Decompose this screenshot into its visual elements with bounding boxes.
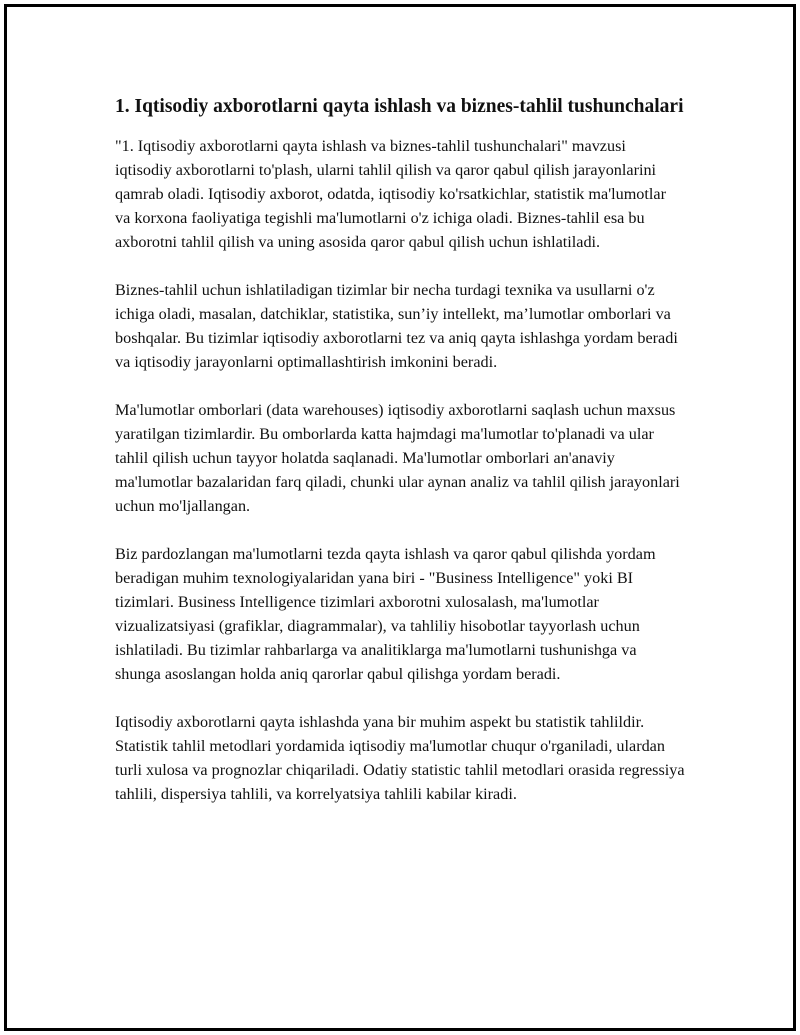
paragraph-4: Biz pardozlangan ma'lumotlarni tezda qayta ishlash va qaror qabul qilishda yordam beradigan muhim texnologiyalaridan yana biri - "Business Intelligence" yoki BI tizimlari. Business Intelligence tizimlari axborotni xulosalash, ma'lumotlar vizualizatsiyasi (grafiklar, diagrammalar), va tahliliy hisobotlar tayyorlash uchun ishlatiladi. Bu tizimlar rahbarlarga va analitiklarga ma'lumotlarni tushunishga va shunga asoslangan holda aniq qarorlar qabul qilishga yordam beradi. — [115, 545, 656, 683]
paragraph-1: "1. Iqtisodiy axborotlarni qayta ishlash va biznes-tahlil tushunchalari" mavzusi iqtisodiy axborotlarni to'plash, ularni tahlil qilish va qaror qabul qilish jarayonlarini qamrab oladi. Iqtisodiy axborot, odatda, iqtisodiy ko'rsatkichlar, statistik ma'lumotlar va korxona faoliyatiga tegishli ma'lumotlarni o'z ichiga oladi. Biznes-tahlil esa bu axborotni tahlil qilish va uning asosida qaror qabul qilish uchun ishlatiladi. — [115, 137, 666, 251]
paragraph-2: Biznes-tahlil uchun ishlatiladigan tizimlar bir necha turdagi texnika va usullarni o'z ichiga oladi, masalan, datchiklar, statistika, sun’iy intellekt, ma’lumotlar omborlari va boshqalar. Bu tizimlar iqtisodiy axborotlarni tez va aniq qayta ishlashga yordam beradi va iqtisodiy jarayonlarni optimallashtirish imkonini beradi. — [115, 281, 678, 371]
paragraph-5: Iqtisodiy axborotlarni qayta ishlashda yana bir muhim aspekt bu statistik tahlildir. Statistik tahlil metodlari yordamida iqtisodiy ma'lumotlar chuqur o'rganiladi, ulardan turli xulosa va prognozlar chiqariladi. Odatiy statistic tahlil metodlari orasida regressiya tahlili, dispersiya tahlili, va korrelyatsiya tahlili kabilar kiradi. — [115, 713, 685, 803]
paragraph-3: Ma'lumotlar omborlari (data warehouses) iqtisodiy axborotlarni saqlash uchun maxsus yaratilgan tizimlardir. Bu omborlarda katta hajmdagi ma'lumotlar to'planadi va ular tahlil qilish uchun tayyor holatda saqlanadi. Ma'lumotlar omborlari an'anaviy ma'lumotlar bazalaridan farq qiladi, chunki ular aynan analiz va tahlil qilish jarayonlari uchun mo'ljallangan. — [115, 401, 680, 515]
document-title: 1. Iqtisodiy axborotlarni qayta ishlash va biznes-tahlil tushunchalari — [115, 96, 684, 117]
document-body — [115, 94, 685, 830]
